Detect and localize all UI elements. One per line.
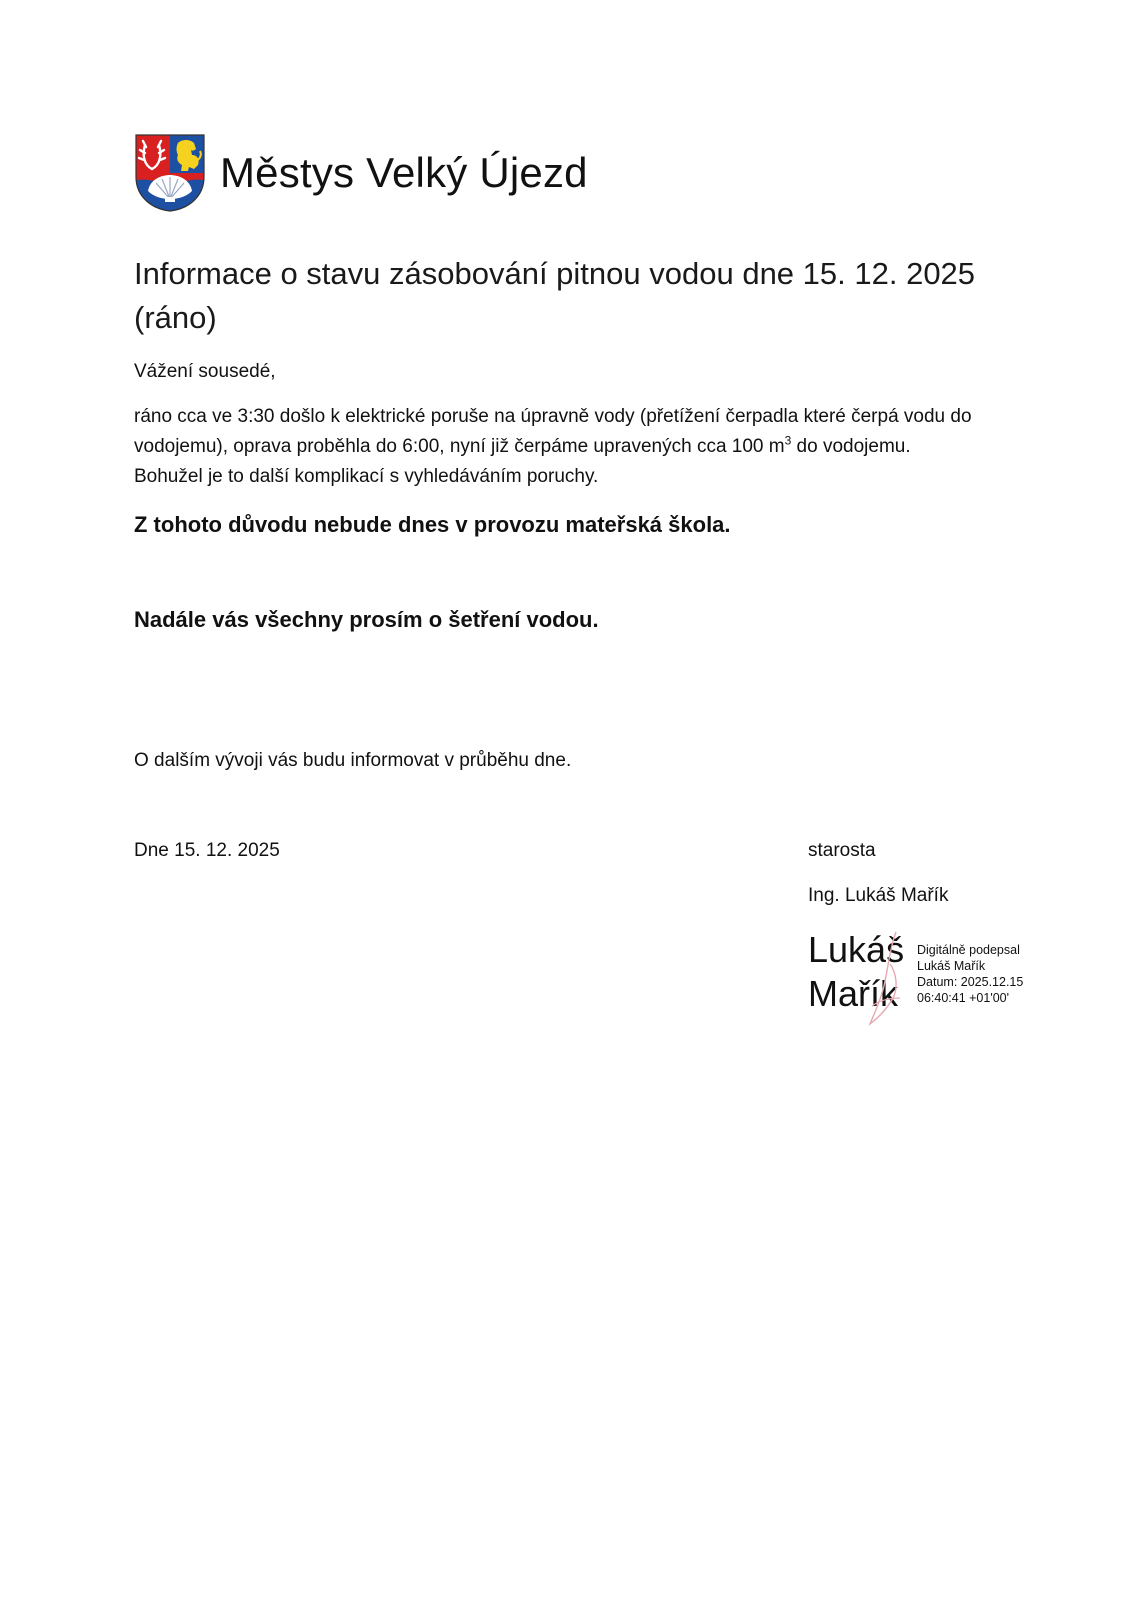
body-paragraph (134, 402, 984, 492)
body-text-part-2: do vodojemu. Bohužel je to další komplikací s vyhledáváním poruchy. (134, 436, 911, 487)
kindergarten-closure-notice: Z tohoto důvodu nebude dnes v provozu mateřská škola. (134, 512, 731, 537)
letterhead (134, 133, 588, 213)
signature-detail-line-3: Datum: 2025.12.15 (917, 975, 1024, 989)
body-text-part-1: ráno cca ve 3:30 došlo k elektrické poruše na úpravně vody (přetížení čerpadla které čerpá vodu do vodojemu), oprava proběhla do 6:00, nyní již čerpáme upravených cca 100 m (134, 406, 972, 457)
municipality-name: Městys Velký Újezd (220, 149, 588, 196)
signer-name: Ing. Lukáš Mařík (808, 885, 949, 906)
signature-detail-line-4: 06:40:41 +01'00' (917, 991, 1010, 1005)
closing-sentence: O dalším vývoji vás budu informovat v průběhu dne. (134, 750, 572, 771)
signature-name-line-1: Lukáš (808, 929, 905, 970)
signer-role: starosta (808, 840, 876, 861)
signature-detail-line-2: Lukáš Mařík (917, 959, 986, 973)
signature-flourish-icon (866, 928, 906, 1028)
document-date: Dne 15. 12. 2025 (134, 840, 280, 861)
signature-details (917, 942, 1023, 1006)
document-title: Informace o stavu zásobování pitnou vodou dne 15. 12. 2025 (ráno) (134, 256, 976, 335)
greeting: Vážení sousedé, (134, 361, 276, 382)
coat-of-arms-icon (134, 133, 206, 213)
digital-signature (808, 928, 1038, 1028)
water-saving-request: Nadále vás všechny prosím o šetření vodou. (134, 607, 599, 632)
signature-name-line-2: Mařík (808, 973, 898, 1014)
unit-superscript: 3 (784, 433, 792, 448)
signature-detail-line-1: Digitálně podepsal (917, 943, 1020, 957)
